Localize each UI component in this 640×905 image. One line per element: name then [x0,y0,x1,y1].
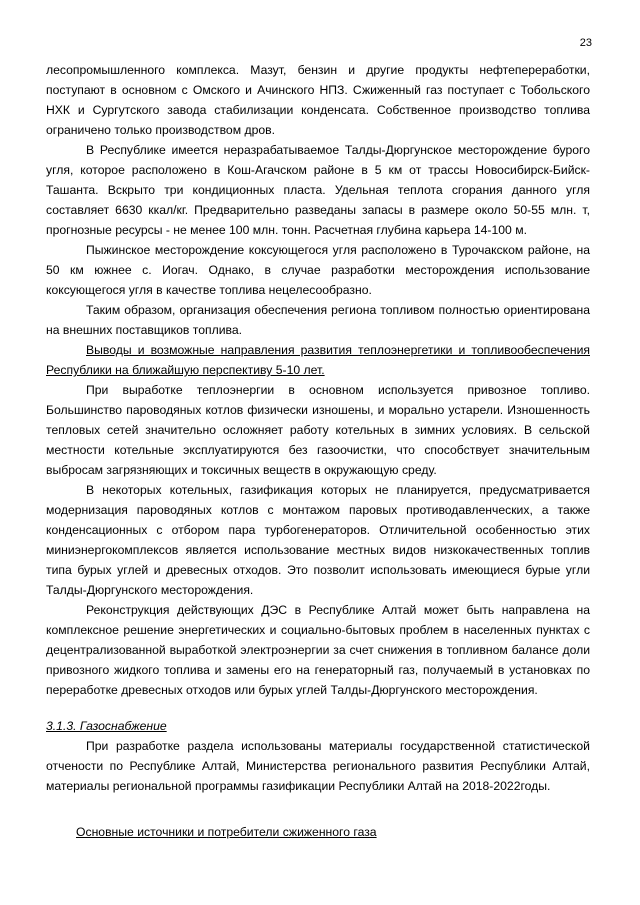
paragraph-coking-coal: Пыжинское месторождение коксующегося угля расположено в Турочакском районе, на 50 км южнее с. Иогач. Однако, в случае разработки месторождения использование коксующегося угля в качестве топлива нецелесообразно. [46,243,590,297]
paragraph-fuel-supply: лесопромышленного комплекса. Мазут, бензин и другие продукты нефтепереработки, поступают в основном с Омского и Ачинского НПЗ. Сжиженный газ поступает с Тобольского НХК и Сургутского завода стабилизации конденсата. Собственное производство топлива ограничено только производством дров. [46,63,590,137]
section-title: 3.1.3. Газоснабжение [46,719,167,733]
paragraph-gas-materials: При разработке раздела использованы материалы государственной статистической отчености по Республике Алтай, Министерства регионального развития Республики Алтай, материалы региональной программы газификации Республики Алтай на 2018-2022годы. [46,739,590,793]
paragraph-coal-deposit: В Республике имеется неразрабатываемое Талды-Дюргунское месторождение бурого угля, которое расположено в Кош-Агачском районе в 5 км от трассы Новосибирск-Бийск-Ташанта. Вскрыто три кондиционных пласта. Удельная теплота сгорания данного угля составляет 6630 ккал/кг. Предварительно разведаны запасы в размере около 50-55 млн. т, прогнозные ресурсы - не менее 100 млн. тонн. Расчетная глубина карьера 14-100 м. [46,143,590,237]
document-body [46,60,590,842]
conclusions-heading: Выводы и возможные направления развития теплоэнергетики и топливообеспечения Республики на ближайшую перспективу 5-10 лет. [46,343,590,377]
gas-sources-heading: Основные источники и потребители сжиженного газа [76,825,377,839]
paragraph-heat-generation: При выработке теплоэнергии в основном используется привозное топливо. Большинство пароводяных котлов физически изношены, и морально устарели. Изношенность тепловых сетей значительно осложняет работу котельных в зимних условиях. В сельской местности котельные эксплуатируются без газоочистки, что способствует значительным выбросам загрязняющих и токсичных веществ в окружающую среду. [46,383,590,477]
page-number: 23 [579,37,592,49]
paragraph-des-reconstruction: Реконструкция действующих ДЭС в Республике Алтай может быть направлена на комплексное решение энергетических и социально-бытовых проблем в населенных пунктах с децентрализованной выработкой электроэнергии за счет снижения в топливном балансе доли привозного жидкого топлива и замены его на генераторный газ, получаемый в установках по переработке древесных отходов или бурых углей Талды-Дюргунского месторождения. [46,603,590,697]
paragraph-boiler-modernization: В некоторых котельных, газификация которых не планируется, предусматривается модернизация пароводяных котлов с монтажом паровых противодавленческих, а также конденсационных с отбором пара турбогенераторов. Отличительной особенностью этих миниэнергокомплексов является использование местных видов низкокачественных топлив типа бурых углей и древесных отходов. Это позволит использовать имеющиеся бурые угли Талды-Дюргунского месторождения. [46,483,590,597]
paragraph-external-suppliers: Таким образом, организация обеспечения региона топливом полностью ориентирована на внешних поставщиков топлива. [46,303,590,337]
